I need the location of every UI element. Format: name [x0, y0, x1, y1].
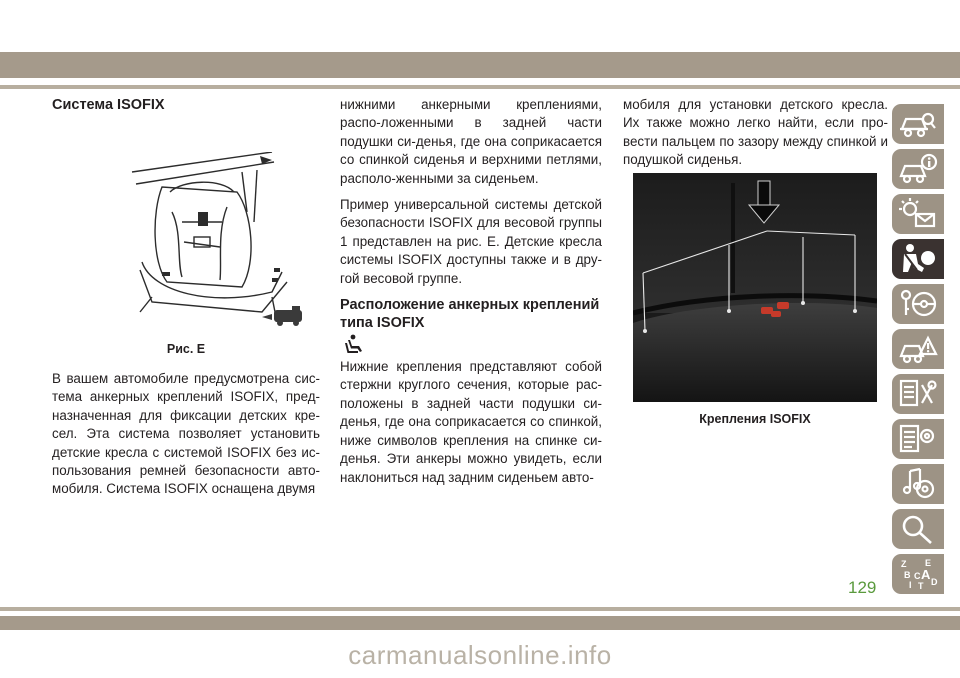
index-letter: B — [904, 570, 911, 580]
alphabetical-index-icon — [898, 557, 938, 591]
tab-index[interactable] — [892, 554, 944, 594]
magnifier-search-icon — [898, 512, 938, 546]
index-letter: I — [909, 580, 912, 590]
isofix-anchors-photo — [633, 173, 877, 402]
section-title: Система ISOFIX — [52, 97, 165, 113]
key-steering-wheel-icon — [898, 287, 938, 321]
car-info-icon — [898, 152, 938, 186]
isofix-child-seat-illustration — [122, 152, 332, 332]
child-seat-figure — [122, 152, 332, 332]
column-2 — [340, 96, 602, 495]
wrench-service-icon — [898, 377, 938, 411]
footer-band — [0, 616, 960, 630]
index-letter: E — [925, 558, 932, 568]
seatbelt-airbag-icon — [898, 242, 938, 276]
subsection-title: Расположение анкерных креплений типа ISOFIX — [340, 297, 600, 332]
index-letter: A — [921, 567, 931, 582]
intro-paragraph: В вашем автомобиле предусмотрена сис-тема анкерных креплений ISOFIX, пред-назначенная для фиксации детских кре-сел. Эта система позволяет установить детские кресла с системой ISOFIX без ис-пользования ремней безопасности авто-мобиля. Система ISOFIX оснащена двумя — [52, 371, 320, 497]
tab-search[interactable] — [892, 509, 944, 549]
tab-warning-lights[interactable] — [892, 194, 944, 234]
warning-triangle-car-icon — [898, 332, 938, 366]
tab-multimedia[interactable] — [892, 464, 944, 504]
watermark: carmanualsonline.info — [348, 640, 612, 670]
anchors-location-paragraph: Нижние крепления представляют собой стержни круглого сечения, которые рас-положены в задней части подушки си-денья, где она соприкасается со спинкой, ниже символов крепления на спинке си-денья. Эти анкеры можно увидеть, если наклониться над задним сиденьем авто- — [340, 359, 602, 485]
column-1 — [52, 96, 320, 507]
column-3 — [623, 96, 888, 178]
music-navigation-icon — [898, 467, 938, 501]
tab-specifications[interactable] — [892, 419, 944, 459]
specifications-gear-icon — [898, 422, 938, 456]
tab-service[interactable] — [892, 374, 944, 414]
index-letter: Z — [901, 559, 907, 569]
child-seat-symbol-icon — [344, 334, 366, 354]
tab-car-search[interactable] — [892, 104, 944, 144]
figure-caption: Рис. E — [166, 342, 206, 356]
index-letter: C — [914, 571, 921, 581]
photo-caption: Крепления ISOFIX — [699, 412, 811, 426]
tab-safety[interactable] — [892, 239, 944, 279]
warning-light-message-icon — [898, 197, 938, 231]
header-band — [0, 52, 960, 78]
isofix-description-paragraph: нижними анкерными креплениями, распо-ложенными в задней части подушки си-денья, где она соприкасается со спинкой сиденья и верхними петлями, располо-женными за сиденьем. — [340, 97, 602, 186]
car-search-icon — [898, 107, 938, 141]
index-letter: D — [931, 577, 938, 587]
tab-car-info[interactable] — [892, 149, 944, 189]
tab-emergency[interactable] — [892, 329, 944, 369]
tab-starting-operating[interactable] — [892, 284, 944, 324]
anchors-finding-paragraph: мобиля для установки детского кресла. Их также можно легко найти, если про-вести пальцем по зазору между спинкой и подушкой сиденья. — [623, 97, 888, 168]
isofix-example-paragraph: Пример универсальной системы детской безопасности ISOFIX для весовой группы 1 представлен на рис. E. Детские кресла системы ISOFIX доступны также и в дру-гой весовой группе. — [340, 197, 602, 286]
header-rule — [0, 85, 960, 89]
footer-rule — [0, 607, 960, 611]
index-letter: T — [918, 581, 924, 591]
page-number: 129 — [848, 578, 877, 597]
